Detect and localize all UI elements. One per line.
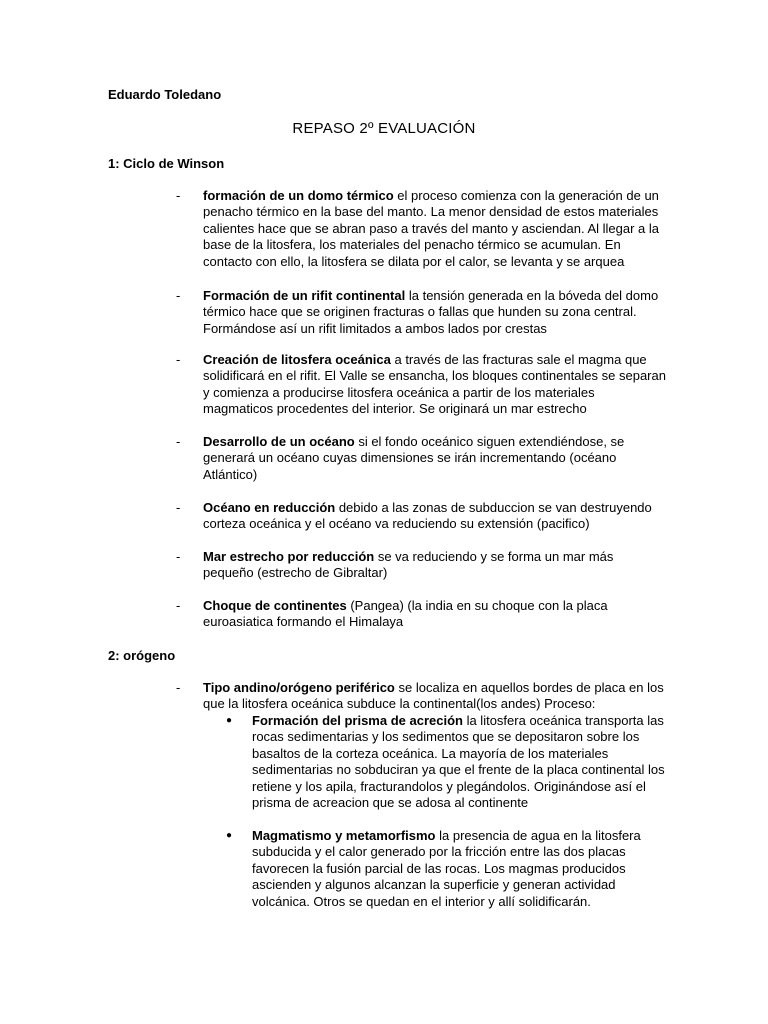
- item-text: el proceso comienza con la generación de un penacho térmico en la base del manto. La menor densidad de estos materiales calientes hace que se abran paso a través del manto y asciendan. Al llegar a la base de la litosfera, los materiales del penacho térmico se acumulan. En contacto con ello, la litosfera se dilata por el calor, se levanta y se arquea: [203, 188, 660, 269]
- dash-marker: -: [176, 500, 181, 515]
- section-heading-orogeno: 2: orógeno: [108, 648, 176, 663]
- item-text: la tensión generada en la bóveda del domo térmico hace que se originen fracturas o fallas que hunden su zona central. Formándose así un rifit limitados a ambos lados por crestas: [203, 288, 659, 336]
- subitem-text: la presencia de agua en la litosfera subducida y el calor generado por la fricción entre las dos placas favorecen la fusión parcial de las rocas. Los magmas producidos ascienden y algunos alcanzan la superficie y generan actividad volcánica. Otros se quedan en el interior y allí solidificarán.: [252, 828, 641, 909]
- author-name: Eduardo Toledano: [108, 87, 222, 102]
- subitem-term: Formación del prisma de acreción: [252, 713, 463, 728]
- sub-list-item: [226, 713, 666, 811]
- bullet-marker: ●: [226, 830, 233, 841]
- list-item: [176, 352, 666, 418]
- dash-marker: -: [176, 680, 181, 695]
- dash-marker: -: [176, 598, 181, 613]
- item-text: se va reduciendo y se forma un mar más pequeño (estrecho de Gibraltar): [203, 549, 614, 581]
- list-item: [176, 188, 666, 270]
- list-item: [176, 500, 666, 533]
- list-item: [176, 680, 666, 713]
- list-item: [176, 598, 666, 631]
- item-term: Mar estrecho por reducción: [203, 549, 375, 564]
- item-term: Tipo andino/orógeno periférico: [203, 680, 395, 695]
- item-term: Océano en reducción: [203, 500, 336, 515]
- page-title: REPASO 2º EVALUACIÓN: [292, 120, 476, 137]
- item-term: Formación de un rifit continental: [203, 288, 406, 303]
- dash-marker: -: [176, 288, 181, 303]
- subitem-term: Magmatismo y metamorfismo: [252, 828, 436, 843]
- list-item: [176, 288, 666, 337]
- item-term: Desarrollo de un océano: [203, 434, 355, 449]
- item-term: Creación de litosfera oceánica: [203, 352, 391, 367]
- dash-marker: -: [176, 434, 181, 449]
- sub-list-item: [226, 828, 666, 910]
- bullet-marker: ●: [226, 715, 233, 726]
- dash-marker: -: [176, 352, 181, 367]
- section-heading-winson: 1: Ciclo de Winson: [108, 156, 225, 171]
- dash-marker: -: [176, 188, 181, 203]
- item-text: se localiza en aquellos bordes de placa en los que la litosfera oceánica subduce la continental(los andes) Proceso:: [203, 680, 664, 712]
- list-item: [176, 549, 666, 582]
- item-text: (Pangea) (la india en su choque con la placa euroasiatica formando el Himalaya: [203, 598, 608, 630]
- item-term: Choque de continentes: [203, 598, 347, 613]
- list-item: [176, 434, 666, 483]
- item-text: debido a las zonas de subduccion se van destruyendo corteza oceánica y el océano va reduciendo su extensión (pacifico): [203, 500, 652, 532]
- item-text: a través de las fracturas sale el magma que solidificará en el rifit. El Valle se ensancha, los bloques continentales se separan y comienza a producirse litosfera oceánica a partir de los materiales magmaticos procedentes del interior. Se originará un mar estrecho: [203, 352, 666, 417]
- dash-marker: -: [176, 549, 181, 564]
- subitem-text: la litosfera oceánica transporta las rocas sedimentarias y los sedimentos que se depositaron sobre los basaltos de la corteza oceánica. La mayoría de los materiales sedimentarias no sobduciran ya que el frente de la placa continental los retiene y los apila, fracturandolos y plegándolos. Originándose así el prisma de acreacion que se adosa al continente: [252, 713, 665, 811]
- item-text: si el fondo oceánico siguen extendiéndose, se generará un océano cuyas dimensiones se irán incrementando (océano Atlántico): [203, 434, 625, 482]
- item-term: formación de un domo térmico: [203, 188, 394, 203]
